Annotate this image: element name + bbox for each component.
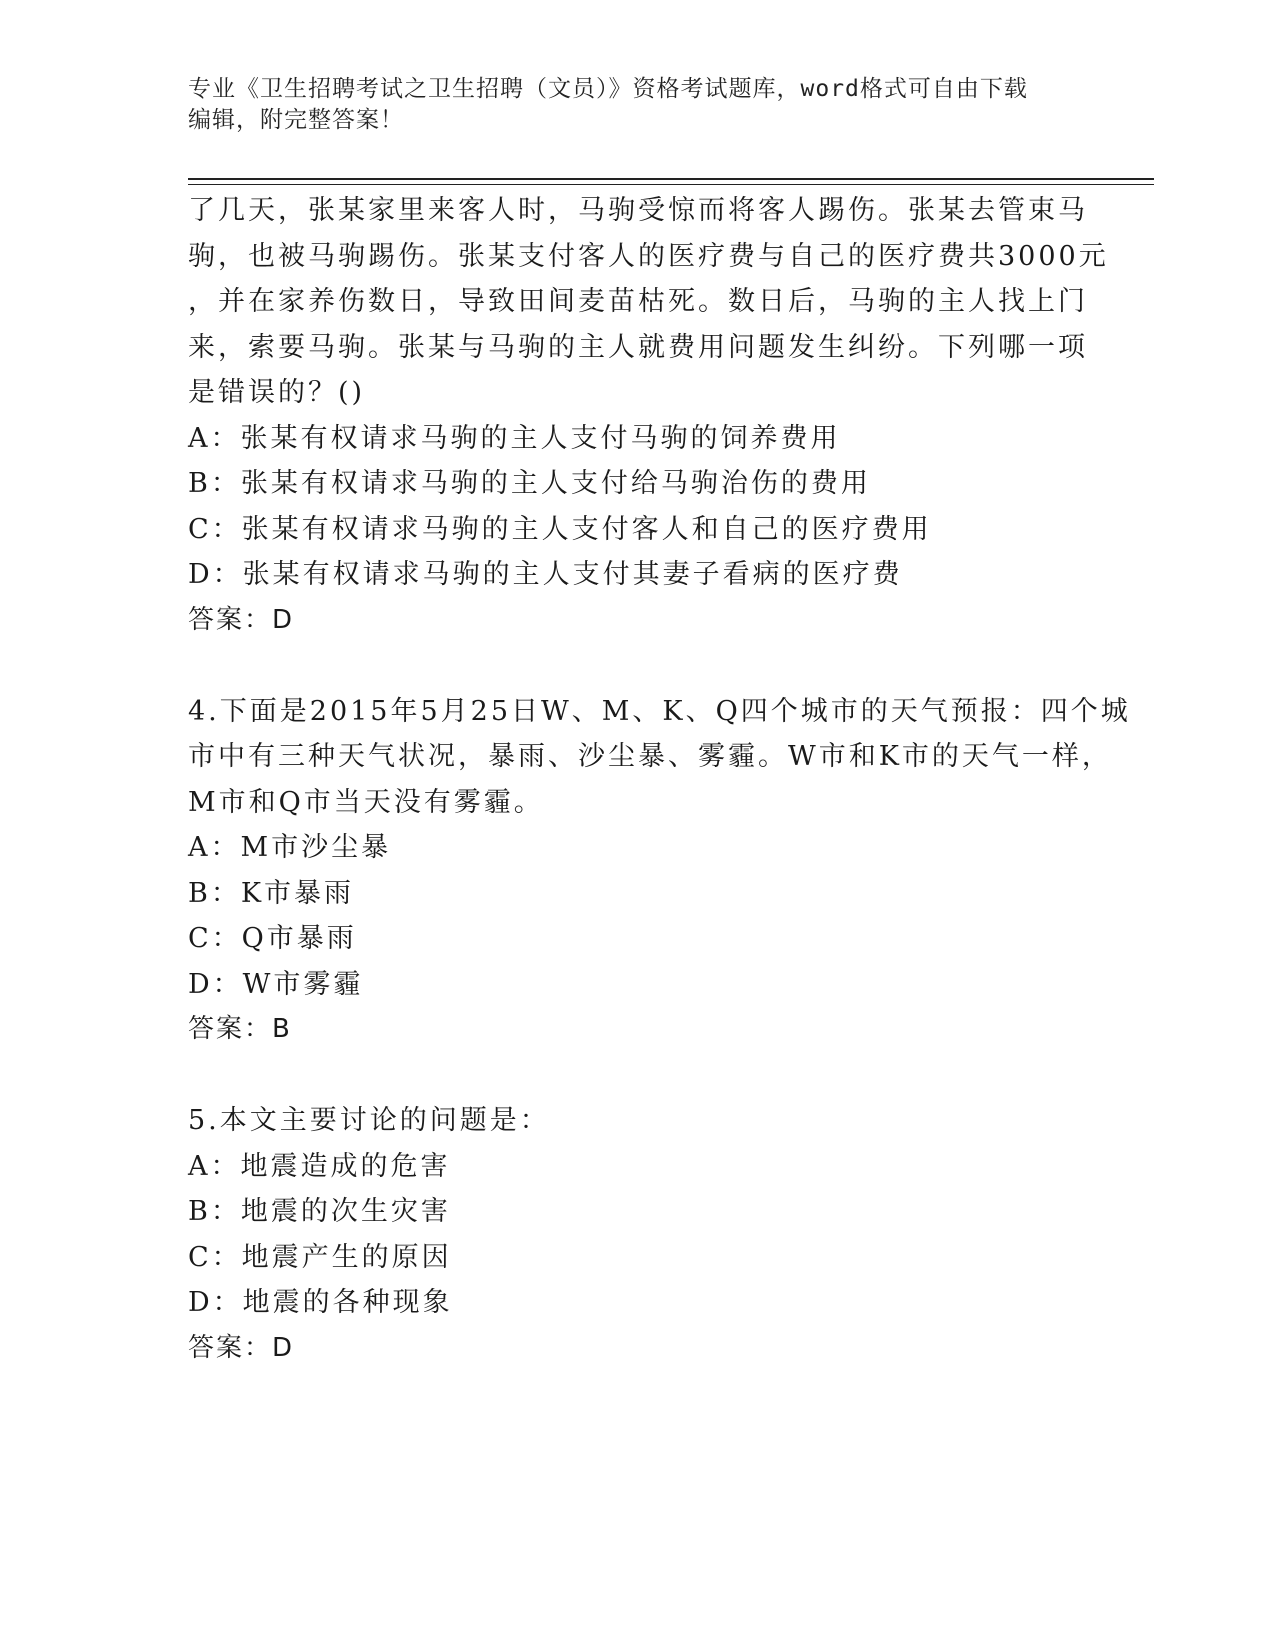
- option-b: B：K市暴雨: [188, 877, 355, 909]
- option-a: A：地震造成的危害: [188, 1150, 451, 1182]
- header-line-1: 专业《卫生招聘考试之卫生招聘（文员）》资格考试题库，word格式可自由下载: [188, 76, 1028, 102]
- question-stem-line: 是错误的？(): [188, 377, 366, 408]
- option-a: A：M市沙尘暴: [188, 832, 392, 863]
- question-5: [188, 1098, 1088, 1371]
- document-body: [188, 188, 1131, 1371]
- document-header: [188, 74, 1088, 136]
- option-b: B：地震的次生灾害: [188, 1196, 451, 1227]
- option-b: B：张某有权请求马驹的主人支付给马驹治伤的费用: [188, 468, 871, 499]
- question-stem-line: 驹，也被马驹踢伤。张某支付客人的医疗费与自己的医疗费共3000元: [188, 240, 1109, 272]
- answer-line: 答案：D: [188, 604, 295, 635]
- question-stem-line: 5.本文主要讨论的问题是：: [188, 1105, 550, 1136]
- answer-line: 答案：D: [188, 1332, 295, 1363]
- question-stem-line: 来，索要马驹。张某与马驹的主人就费用问题发生纠纷。下列哪一项: [188, 331, 1088, 363]
- header-divider-thick: [188, 178, 1154, 180]
- answer-line: 答案：B: [188, 1014, 292, 1044]
- option-d: D：W市雾霾: [188, 968, 364, 1000]
- question-stem-line: M市和Q市当天没有雾霾。: [188, 786, 544, 818]
- question-3: [188, 188, 1109, 643]
- option-d: D：张某有权请求马驹的主人支付其妻子看病的医疗费: [188, 559, 903, 590]
- question-4: [188, 689, 1131, 1053]
- header-line-2: 编辑，附完整答案！: [188, 107, 404, 133]
- option-d: D：地震的各种现象: [188, 1287, 453, 1318]
- header-divider-thin: [188, 184, 1154, 185]
- question-stem-line: ，并在家养伤数日，导致田间麦苗枯死。数日后，马驹的主人找上门: [188, 286, 1088, 317]
- question-stem-line: 市中有三种天气状况，暴雨、沙尘暴、雾霾。W市和K市的天气一样，: [188, 741, 1112, 772]
- option-a: A：张某有权请求马驹的主人支付马驹的饲养费用: [188, 422, 841, 454]
- spacer: [188, 643, 1088, 689]
- question-stem-line: 4.下面是2015年5月25日W、M、K、Q四个城市的天气预报：四个城: [188, 695, 1131, 727]
- option-c: C：Q市暴雨: [188, 923, 357, 954]
- option-c: C：地震产生的原因: [188, 1241, 452, 1273]
- option-c: C：张某有权请求马驹的主人支付客人和自己的医疗费用: [188, 513, 932, 545]
- question-stem-line: 了几天，张某家里来客人时，马驹受惊而将客人踢伤。张某去管束马: [188, 195, 1088, 226]
- spacer: [188, 1053, 1088, 1099]
